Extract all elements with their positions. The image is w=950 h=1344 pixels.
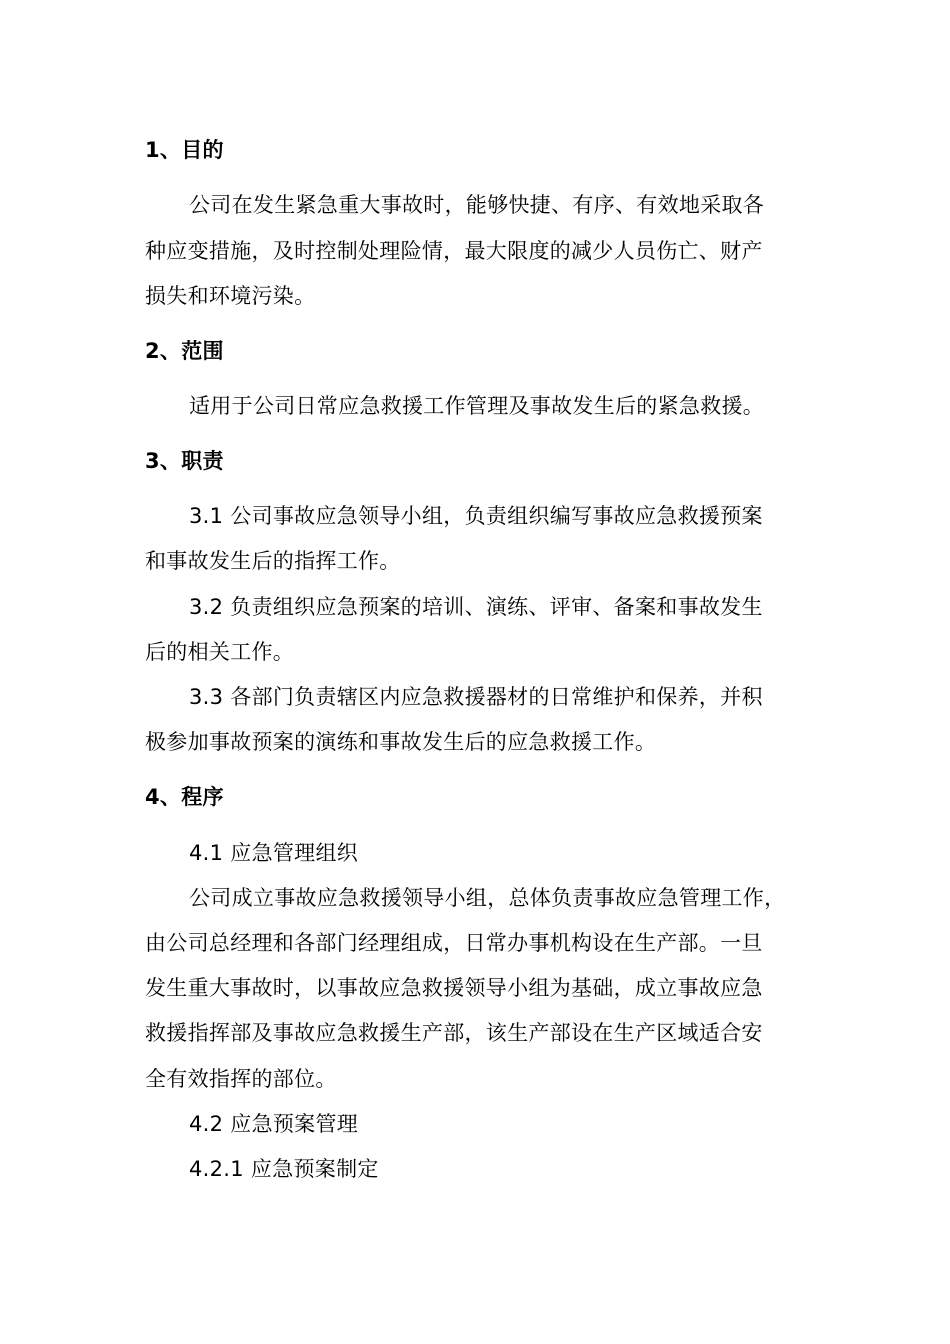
paragraph-line: 极参加事故预案的演练和事故发生后的应急救援工作。 (145, 730, 657, 754)
paragraph-line: 种应变措施，及时控制处理险情，最大限度的减少人员伤亡、财产 (145, 239, 763, 263)
section-heading-scope: 2、范围 (145, 339, 224, 363)
paragraph-line: 后的相关工作。 (145, 640, 295, 664)
subsection-heading: 4.1 应急管理组织 (189, 841, 359, 865)
section-heading-responsibilities: 3、职责 (145, 449, 224, 473)
section-heading-procedure: 4、程序 (145, 785, 224, 809)
paragraph-line: 发生重大事故时，以事故应急救援领导小组为基础，成立事故应急 (145, 976, 763, 1000)
paragraph-line: 救援指挥部及事故应急救援生产部，该生产部设在生产区域适合安 (145, 1021, 763, 1045)
paragraph-line: 适用于公司日常应急救援工作管理及事故发生后的紧急救援。 (189, 394, 765, 418)
paragraph-line: 和事故发生后的指挥工作。 (145, 549, 401, 573)
paragraph-line: 全有效指挥的部位。 (145, 1067, 337, 1091)
paragraph-line: 由公司总经理和各部门经理组成，日常办事机构设在生产部。一旦 (145, 931, 763, 955)
paragraph-line: 公司成立事故应急救援领导小组，总体负责事故应急管理工作， (189, 886, 786, 910)
section-heading-purpose: 1、目的 (145, 138, 224, 162)
subsection-heading: 4.2 应急预案管理 (189, 1112, 359, 1136)
paragraph-line: 3.1 公司事故应急领导小组，负责组织编写事故应急救援预案 (189, 504, 763, 528)
paragraph-line: 3.2 负责组织应急预案的培训、演练、评审、备案和事故发生 (189, 595, 763, 619)
subsection-heading: 4.2.1 应急预案制定 (189, 1157, 379, 1181)
paragraph-line: 公司在发生紧急重大事故时，能够快捷、有序、有效地采取各 (189, 193, 765, 217)
paragraph-line: 损失和环境污染。 (145, 284, 316, 308)
paragraph-line: 3.3 各部门负责辖区内应急救援器材的日常维护和保养，并积 (189, 685, 763, 709)
